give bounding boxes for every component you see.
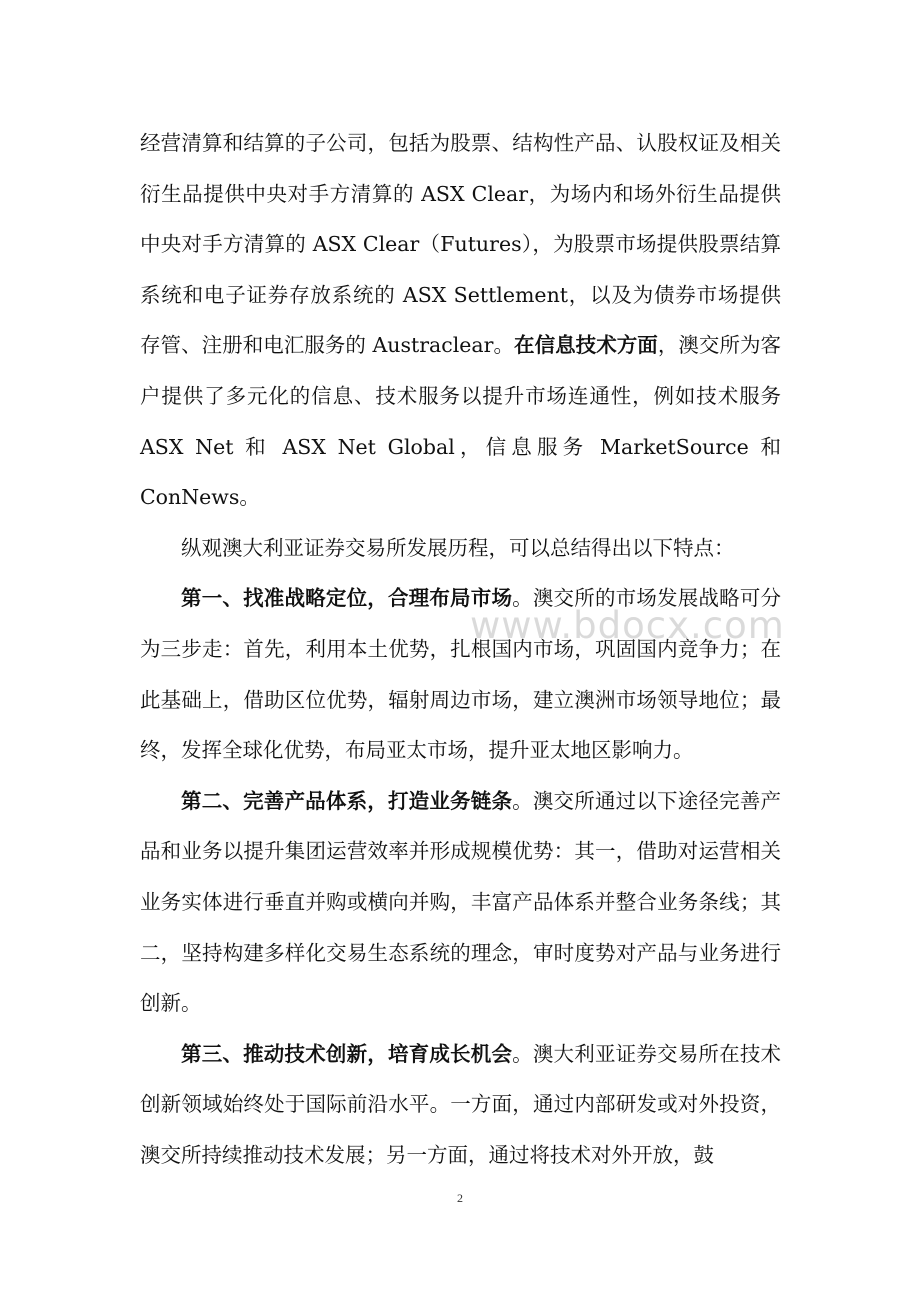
paragraph-point-one	[140, 573, 781, 775]
paragraph-text: 纵观澳大利亚证券交易所发展历程，可以总结得出以下特点：	[181, 535, 735, 560]
paragraph-point-two	[140, 776, 781, 1029]
paragraph-point-three	[140, 1029, 781, 1181]
paragraph-text-rest: 。澳大利亚证券交易所在技术创新领域始终处于国际前沿水平。一方面，通过内部研发或对外投资，澳交所持续推动技术发展；另一方面，通过将技术对外开放，鼓	[140, 1041, 782, 1167]
paragraph-text: 经营清算和结算的子公司，包括为股票、结构性产品、认股权证及相关衍生品提供中央对手方清算的 ASX Clear，为场内和场外衍生品提供中央对手方清算的 ASX Clear（Futures），为股票市场提供股票结算系统和电子证券存放系统的 ASX Settlement，以及为债券市场提供存管、注册和电汇服务的 Austraclear。	[140, 131, 781, 358]
paragraph-bold-heading: 在信息技术方面	[514, 333, 658, 358]
paragraph-text-rest: 。澳交所通过以下途径完善产品和业务以提升集团运营效率并形成规模优势：其一，借助对运营相关业务实体进行垂直并购或横向并购，丰富产品体系并整合业务条线；其二，坚持构建多样化交易生态系统的理念，审时度势对产品与业务进行创新。	[140, 788, 782, 1016]
paragraph-bold-heading: 第三、推动技术创新，培育成长机会	[181, 1041, 513, 1066]
paragraph-bold-heading: 第一、找准战略定位，合理布局市场	[181, 586, 513, 611]
paragraph-summary-intro	[140, 523, 781, 574]
paragraph-clearing-subsidiaries	[140, 118, 781, 523]
paragraph-text-rest: ，澳交所为客户提供了多元化的信息、技术服务以提升市场连通性，例如技术服务 ASX Net 和 ASX Net Global，信息服务 MarketSource 和 ConNews。	[140, 333, 782, 510]
page-number: 2	[457, 1191, 463, 1205]
paragraph-bold-heading: 第二、完善产品体系，打造业务链条	[181, 788, 513, 813]
paragraph-text-rest: 。澳交所的市场发展战略可分为三步走：首先，利用本土优势，扎根国内市场，巩固国内竞争力；在此基础上，借助区位优势，辐射周边市场，建立澳洲市场领导地位；最终，发挥全球化优势，布局亚太市场，提升亚太地区影响力。	[140, 586, 782, 763]
document-body	[140, 118, 781, 1180]
watermark: www.bdocx.com	[470, 604, 785, 647]
